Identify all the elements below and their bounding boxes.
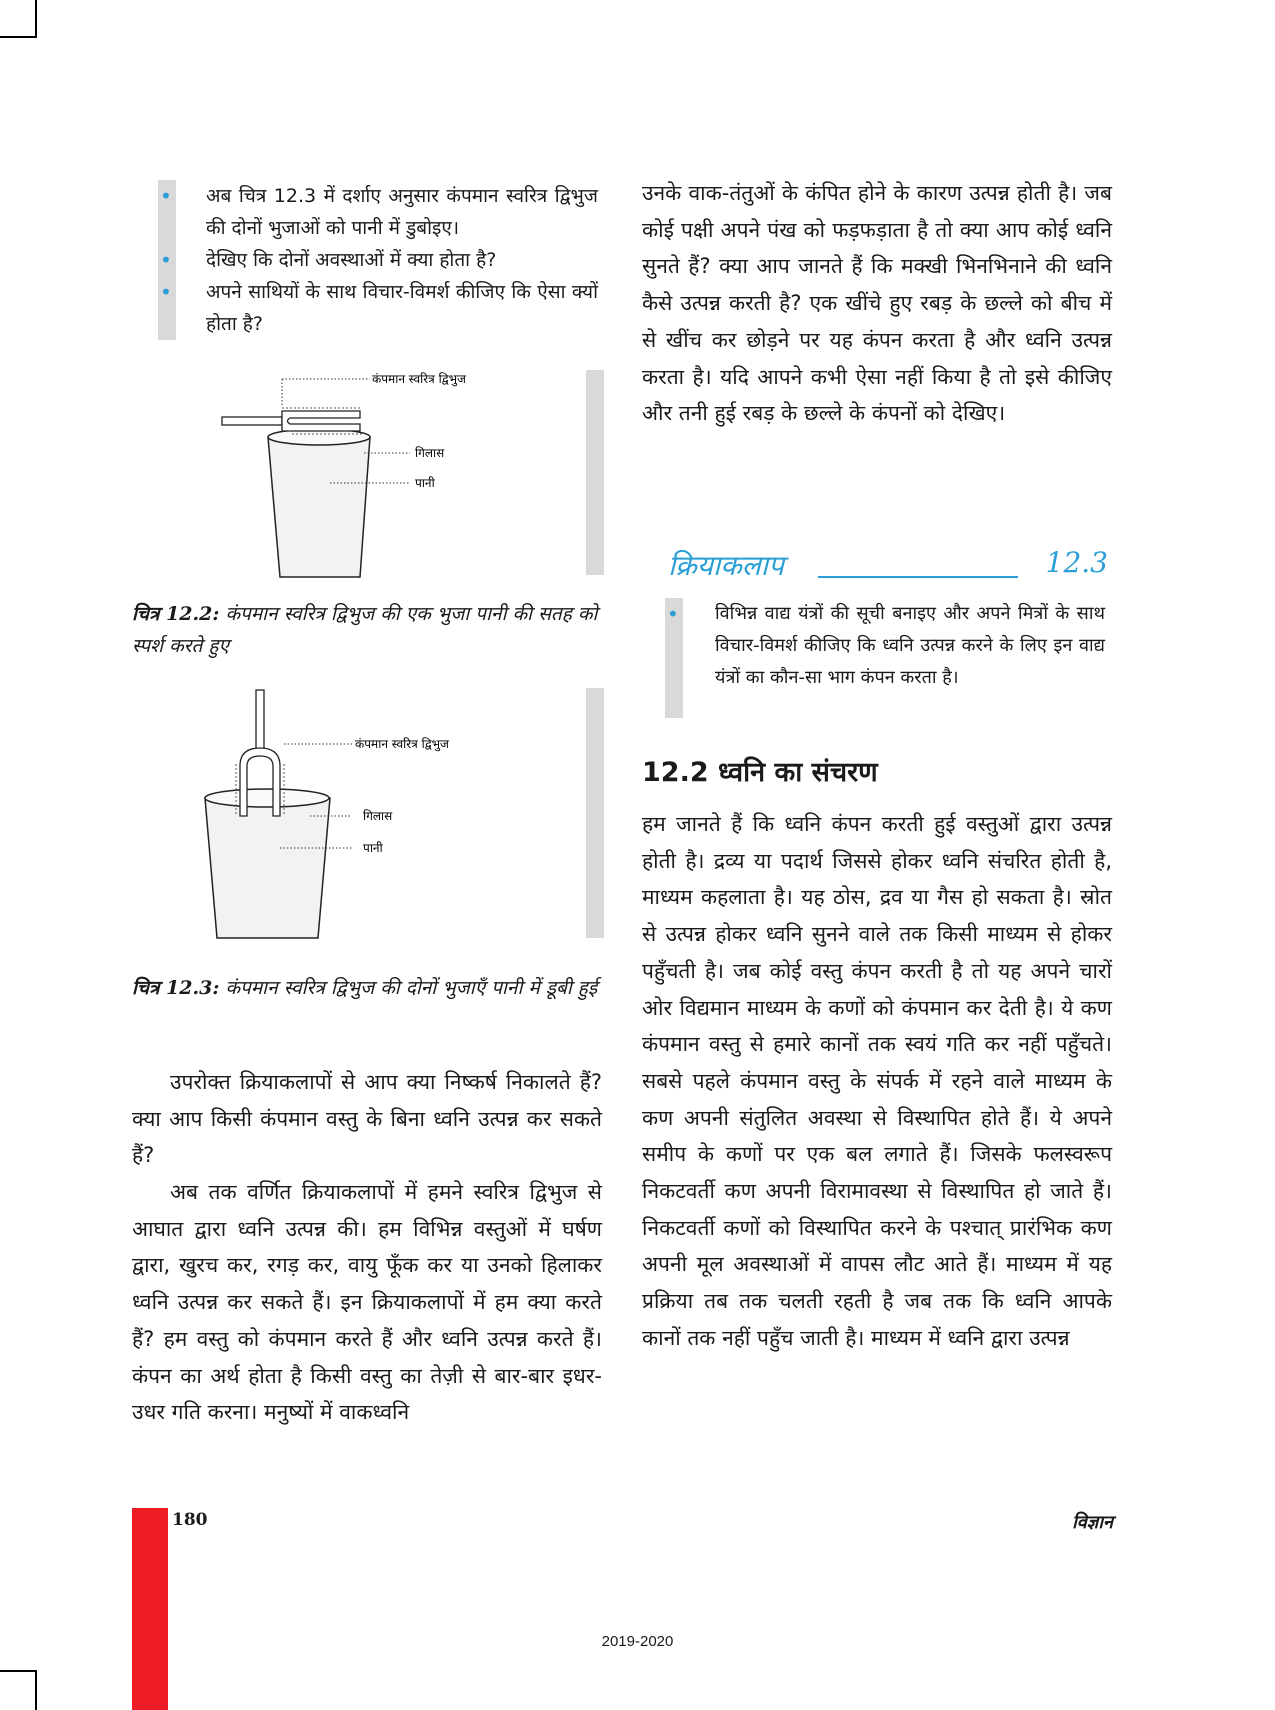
crop-mark-bottom-h <box>0 1670 37 1672</box>
figure-12-2-caption <box>132 598 600 662</box>
caption-text: कंपमान स्वरित्र द्विभुज की दोनों भुजाएँ पानी में डूबी हुई <box>225 977 598 999</box>
figure-12-3-caption <box>132 972 600 1004</box>
crop-mark-top-h <box>0 36 37 38</box>
label-water: पानी <box>363 841 383 855</box>
figure-side-bar <box>586 370 604 575</box>
label-glass: गिलास <box>363 809 393 823</box>
tuning-fork-one-prong-illustration <box>210 365 610 580</box>
caption-text: कंपमान स्वरित्र द्विभुज की एक भुजा पानी की सतह को स्पर्श करते हुए <box>132 603 598 657</box>
page-number: 180 <box>172 1510 208 1530</box>
bullet-item: • देखिए कि दोनों अवस्थाओं में क्या होता है? <box>206 244 598 276</box>
bullet-item: • अपने साथियों के साथ विचार-विमर्श कीजिए कि ऐसा क्यों होता है? <box>206 276 598 340</box>
caption-number: चित्र 12.2: <box>132 603 220 625</box>
figure-12-3 <box>200 686 590 941</box>
figure-side-bar <box>586 688 604 938</box>
caption-number: चित्र 12.3: <box>132 977 220 999</box>
label-tuning-fork: कंपमान स्वरित्र द्विभुज <box>355 737 449 751</box>
tuning-fork-two-prongs-illustration <box>200 686 590 941</box>
activity-number: 12.3 <box>1045 546 1108 579</box>
footer-red-bar <box>132 1508 168 1710</box>
activity-bullet-list <box>158 180 598 340</box>
crop-mark-top-v <box>35 0 37 38</box>
edition-year: 2019-2020 <box>601 1633 674 1650</box>
activity-heading-rule <box>818 576 1018 578</box>
section-heading: 12.2 ध्वनि का संचरण <box>642 757 878 788</box>
activity-item: • विभिन्न वाद्य यंत्रों की सूची बनाइए और अपने मित्रों के साथ विचार-विमर्श कीजिए कि ध्वनि उत्पन्न करने के लिए इन वाद्य यंत्रों का कौन-सा भाग कंपन करता है। <box>715 598 1105 694</box>
paragraph-vibration-explanation: अब तक वर्णित क्रियाकलापों में हमने स्वरित्र द्विभुज से आघात द्वारा ध्वनि उत्पन्न की। हम विभिन्न वस्तुओं में घर्षण द्वारा, खुरच कर, रगड़ कर, वायु फूँक कर या उनको हिलाकर ध्वनि उत्पन्न कर सकते हैं। इन क्रियाकलापों में हम क्या करते हैं? हम वस्तु को कंपमान करते हैं और ध्वनि उत्पन्न करते हैं। कंपन का अर्थ होता है किसी वस्तु का तेज़ी से बार-बार इधर-उधर गति करना। मनुष्यों में वाकध्वनि <box>132 1180 602 1425</box>
activity-heading <box>668 546 1108 586</box>
paragraph-sound-propagation: हम जानते हैं कि ध्वनि कंपन करती हुई वस्तुओं द्वारा उत्पन्न होती है। द्रव्य या पदार्थ जिससे होकर ध्वनि संचरित होती है, माध्यम कहलाता है। यह ठोस, द्रव या गैस हो सकता है। स्रोत से उत्पन्न होकर ध्वनि सुनने वाले तक किसी माध्यम से होकर पहुँचती है। जब कोई वस्तु कंपन करती है तो यह अपने चारों ओर विद्यमान माध्यम के कणों को कंपमान कर देती है। ये कण कंपमान वस्तु से हमारे कानों तक स्वयं गति कर नहीं पहुँचते। सबसे पहले कंपमान वस्तु के संपर्क में रहने वाले माध्यम के कण अपनी संतुलित अवस्था से विस्थापित होते हैं। ये अपने समीप के कणों पर एक बल लगाते हैं। जिसके फलस्वरूप निकटवर्ती कण अपनी विरामावस्था से विस्थापित हो जाते हैं। निकटवर्ती कणों को विस्थापित करने के पश्चात् प्रारंभिक कण अपनी मूल अवस्थाओं में वापस लौट आते हैं। माध्यम में यह प्रक्रिया तब तक चलती रहती है जब तक कि ध्वनि आपके कानों तक नहीं पहुँच जाती है। माध्यम में ध्वनि द्वारा उत्पन्न <box>642 812 1112 1350</box>
activity-title: क्रियाकलाप <box>668 549 784 582</box>
label-tuning-fork: कंपमान स्वरित्र द्विभुज <box>372 372 466 386</box>
crop-mark-bottom-v <box>35 1670 37 1710</box>
activity-12-3-box <box>665 598 1105 694</box>
paragraph-conclusion-question: उपरोक्त क्रियाकलापों से आप क्या निष्कर्ष निकालते हैं? क्या आप किसी कंपमान वस्तु के बिना ध्वनि उत्पन्न कर सकते हैं? <box>132 1070 602 1168</box>
paragraph-vocal-cords: उनके वाक-तंतुओं के कंपित होने के कारण उत्पन्न होती है। जब कोई पक्षी अपने पंख को फड़फड़ाता है तो क्या आप कोई ध्वनि सुनते हैं? क्या आप जानते हैं कि मक्खी भिनभिनाने की ध्वनि कैसे उत्पन्न करती है? एक खींचे हुए रबड़ के छल्ले को बीच में से खींच कर छोड़ने पर यह कंपन करता है और ध्वनि उत्पन्न करता है। यदि आपने कभी ऐसा नहीं किया है तो इसे कीजिए और तनी हुई रबड़ के छल्ले के कंपनों को देखिए। <box>642 181 1112 426</box>
bullet-item: • अब चित्र 12.3 में दर्शाए अनुसार कंपमान स्वरित्र द्विभुज की दोनों भुजाओं को पानी में डुबोइए। <box>206 180 598 244</box>
book-name: विज्ञान <box>1072 1512 1113 1533</box>
label-glass: गिलास <box>415 446 445 460</box>
figure-12-2 <box>210 365 610 580</box>
label-water: पानी <box>415 476 435 490</box>
